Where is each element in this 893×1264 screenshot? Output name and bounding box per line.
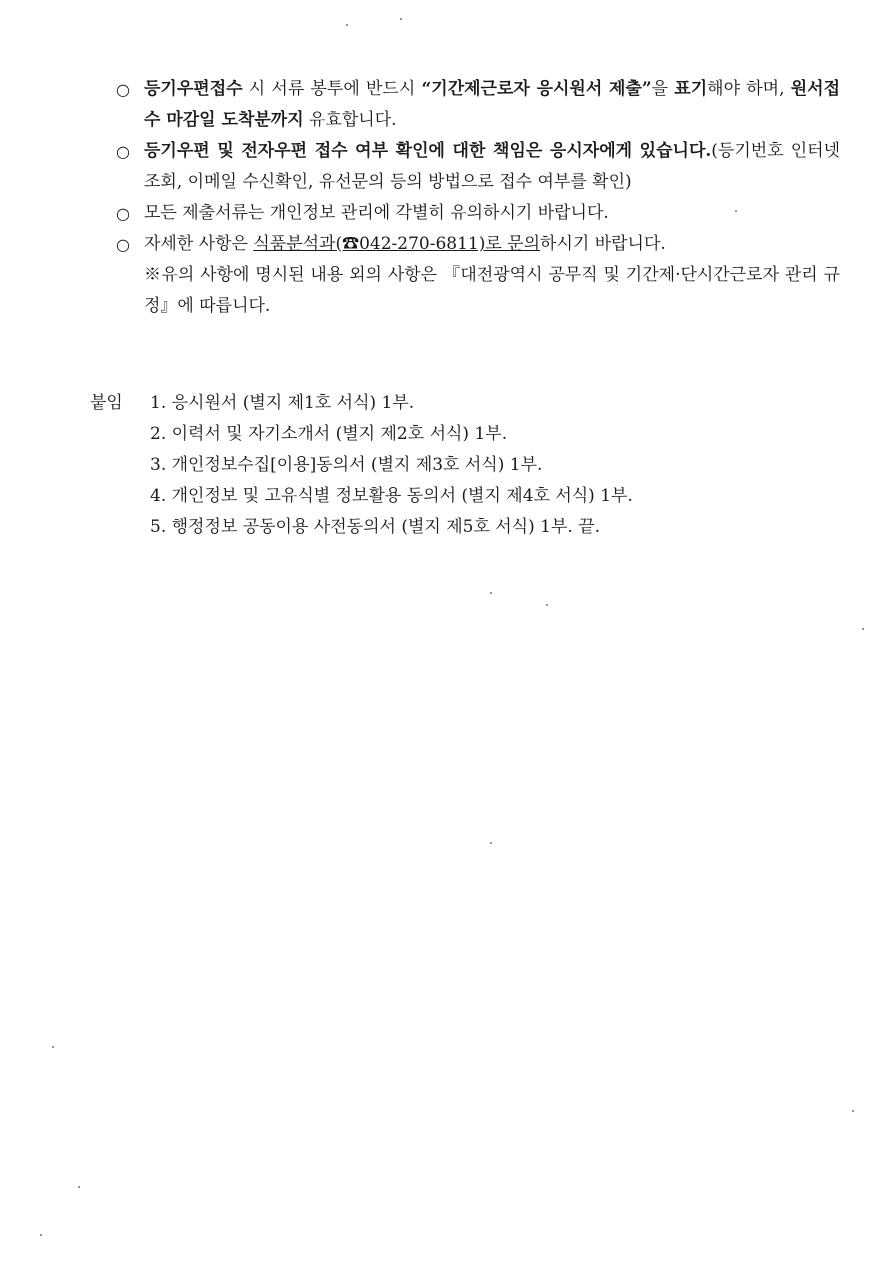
notice-text: 모든 제출서류는 개인정보 관리에 각별히 유의하시기 바랍니다. (144, 203, 609, 223)
attachment-item: 1. 응시원서 (별지 제1호 서식) 1부. (150, 393, 415, 413)
notice-text: 등기우편 및 전자우편 접수 여부 확인에 대한 책임은 응시자에게 있습니다. (144, 141, 712, 161)
regulation-note: ※유의 사항에 명시된 내용 외의 사항은 『대전광역시 공무직 및 기간제·단시간근로자 관리 규정』에 따릅니다. (144, 265, 840, 316)
scan-speck (735, 210, 737, 212)
scan-speck (52, 1046, 54, 1048)
attachment-item: 5. 행정정보 공동이용 사전동의서 (별지 제5호 서식) 1부. 끝. (150, 517, 601, 537)
scan-speck (862, 628, 864, 630)
notice-text: 하시기 바랍니다. (540, 234, 666, 254)
contact-phone-text: 식품분석과(☎042-270-6811)로 문의 (253, 234, 541, 254)
notice-contact (116, 229, 840, 260)
scan-speck (346, 24, 348, 26)
notice-text: 표기 (674, 79, 708, 99)
notice-registered-mail (116, 74, 840, 136)
notice-text: 해야 하며, (707, 79, 791, 99)
scan-speck (78, 1186, 80, 1188)
scan-speck (852, 1110, 854, 1112)
notice-text: 자세한 사항은 (144, 234, 254, 254)
notice-text: 을 (651, 79, 675, 99)
notice-text: 유효합니다. (303, 110, 397, 130)
attachment-item: 3. 개인정보수집[이용]동의서 (별지 제3호 서식) 1부. (150, 455, 543, 475)
scan-speck (490, 842, 492, 844)
attachments-list (150, 388, 790, 543)
circle-bullet-icon: ○ (116, 142, 130, 161)
circle-bullet-icon: ○ (116, 80, 130, 99)
scan-speck (546, 604, 548, 606)
circle-bullet-icon: ○ (116, 235, 130, 254)
notice-text: 원서접수 마감일 도착분까지 (144, 79, 840, 130)
notice-privacy (116, 198, 840, 229)
circle-bullet-icon: ○ (116, 204, 130, 223)
attachment-item: 4. 개인정보 및 고유식별 정보활용 동의서 (별지 제4호 서식) 1부. (150, 486, 633, 506)
attachment-item: 2. 이력서 및 자기소개서 (별지 제2호 서식) 1부. (150, 424, 508, 444)
notice-text: (등기번호 인터넷 조회, 이메일 수신확인, 유선문의 등의 방법으로 접수 여부를 확인) (144, 141, 841, 192)
notice-text: “기간제근로자 응시원서 제출” (421, 79, 652, 99)
notice-section (116, 74, 840, 322)
scan-speck (40, 1234, 42, 1236)
attachments-label: 붙임 (90, 393, 123, 413)
notice-text: 등기우편접수 (144, 79, 243, 99)
notice-receipt-responsibility (116, 136, 840, 198)
scan-speck (490, 592, 492, 594)
scan-speck (400, 18, 402, 20)
notice-text: 시 서류 봉투에 반드시 (242, 79, 422, 99)
